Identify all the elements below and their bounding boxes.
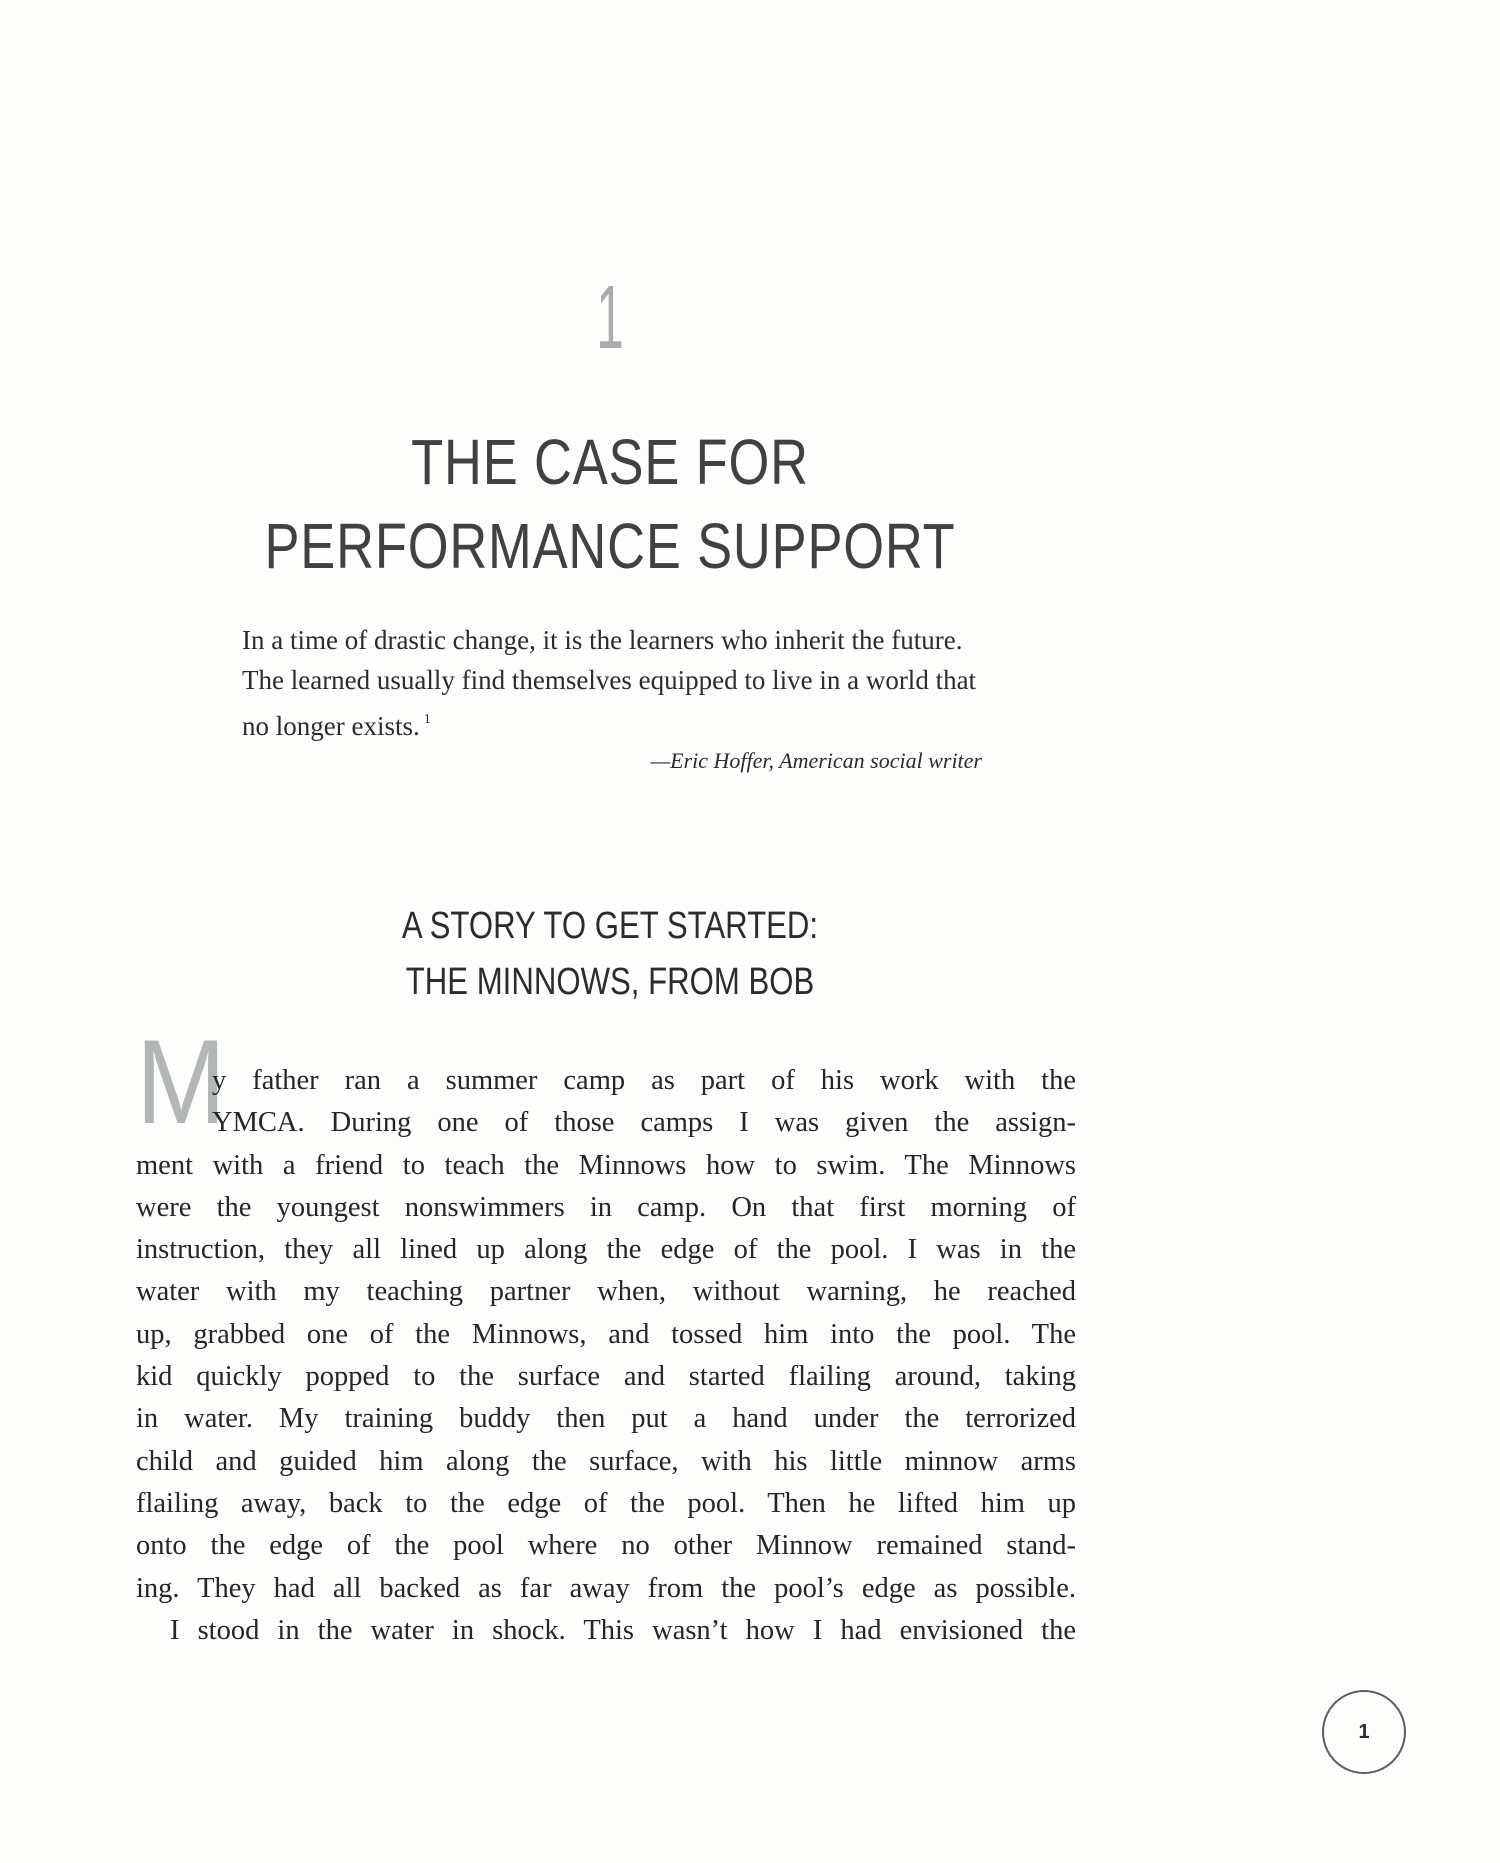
epigraph-text: In a time of drastic change, it is the learners who inherit the future. The learned usually find themselves equipped to live in a world that no longer exists. (242, 625, 977, 741)
body-line: were the youngest nonswimmers in camp. On that first morning of (136, 1191, 1076, 1223)
chapter-title-line-1: THE CASE FOR (411, 426, 809, 498)
epigraph-attribution (242, 746, 982, 776)
body-text (136, 1060, 1076, 1652)
epigraph-quote (242, 620, 982, 746)
chapter-title-line-2: PERFORMANCE SUPPORT (264, 510, 956, 582)
attribution-name: Eric Hoffer, (670, 748, 775, 773)
body-line: child and guided him along the surface, with his little minnow arms (136, 1445, 1076, 1477)
body-line: instruction, they all lined up along the edge of the pool. I was in the (136, 1234, 1076, 1266)
body-line: kid quickly popped to the surface and started flailing around, taking (136, 1361, 1076, 1393)
attribution-dash: — (650, 748, 671, 773)
chapter-title (150, 420, 1070, 588)
body-line: up, grabbed one of the Minnows, and tossed him into the pool. The (136, 1318, 1076, 1350)
attribution-role: American social writer (779, 748, 982, 773)
footnote-marker: 1 (423, 712, 431, 727)
body-line: in water. My training buddy then put a hand under the terrorized (136, 1403, 1076, 1435)
section-heading (150, 898, 1070, 1010)
body-line: I stood in the water in shock. This wasn’t how I had envisioned the (170, 1614, 1076, 1646)
page-number: 1 (1358, 1721, 1370, 1743)
body-line: water with my teaching partner when, without warning, he reached (136, 1276, 1076, 1308)
body-line: y father ran a summer camp as part of his work with the (212, 1065, 1076, 1096)
body-line: YMCA. During one of those camps I was given the assign- (212, 1107, 1076, 1139)
section-heading-line-1: A STORY TO GET STARTED: (401, 905, 819, 947)
drop-cap: M (136, 1015, 226, 1149)
chapter-number: 1 (596, 268, 624, 368)
body-line: flailing away, back to the edge of the pool. Then he lifted him up (136, 1487, 1076, 1519)
body-line: ing. They had all backed as far away from the pool’s edge as possible. (136, 1572, 1076, 1604)
section-heading-line-2: THE MINNOWS, FROM BOB (405, 961, 815, 1003)
body-line: ment with a friend to teach the Minnows how to swim. The Minnows (136, 1149, 1076, 1181)
body-line: onto the edge of the pool where no other Minnow remained stand- (136, 1530, 1076, 1562)
